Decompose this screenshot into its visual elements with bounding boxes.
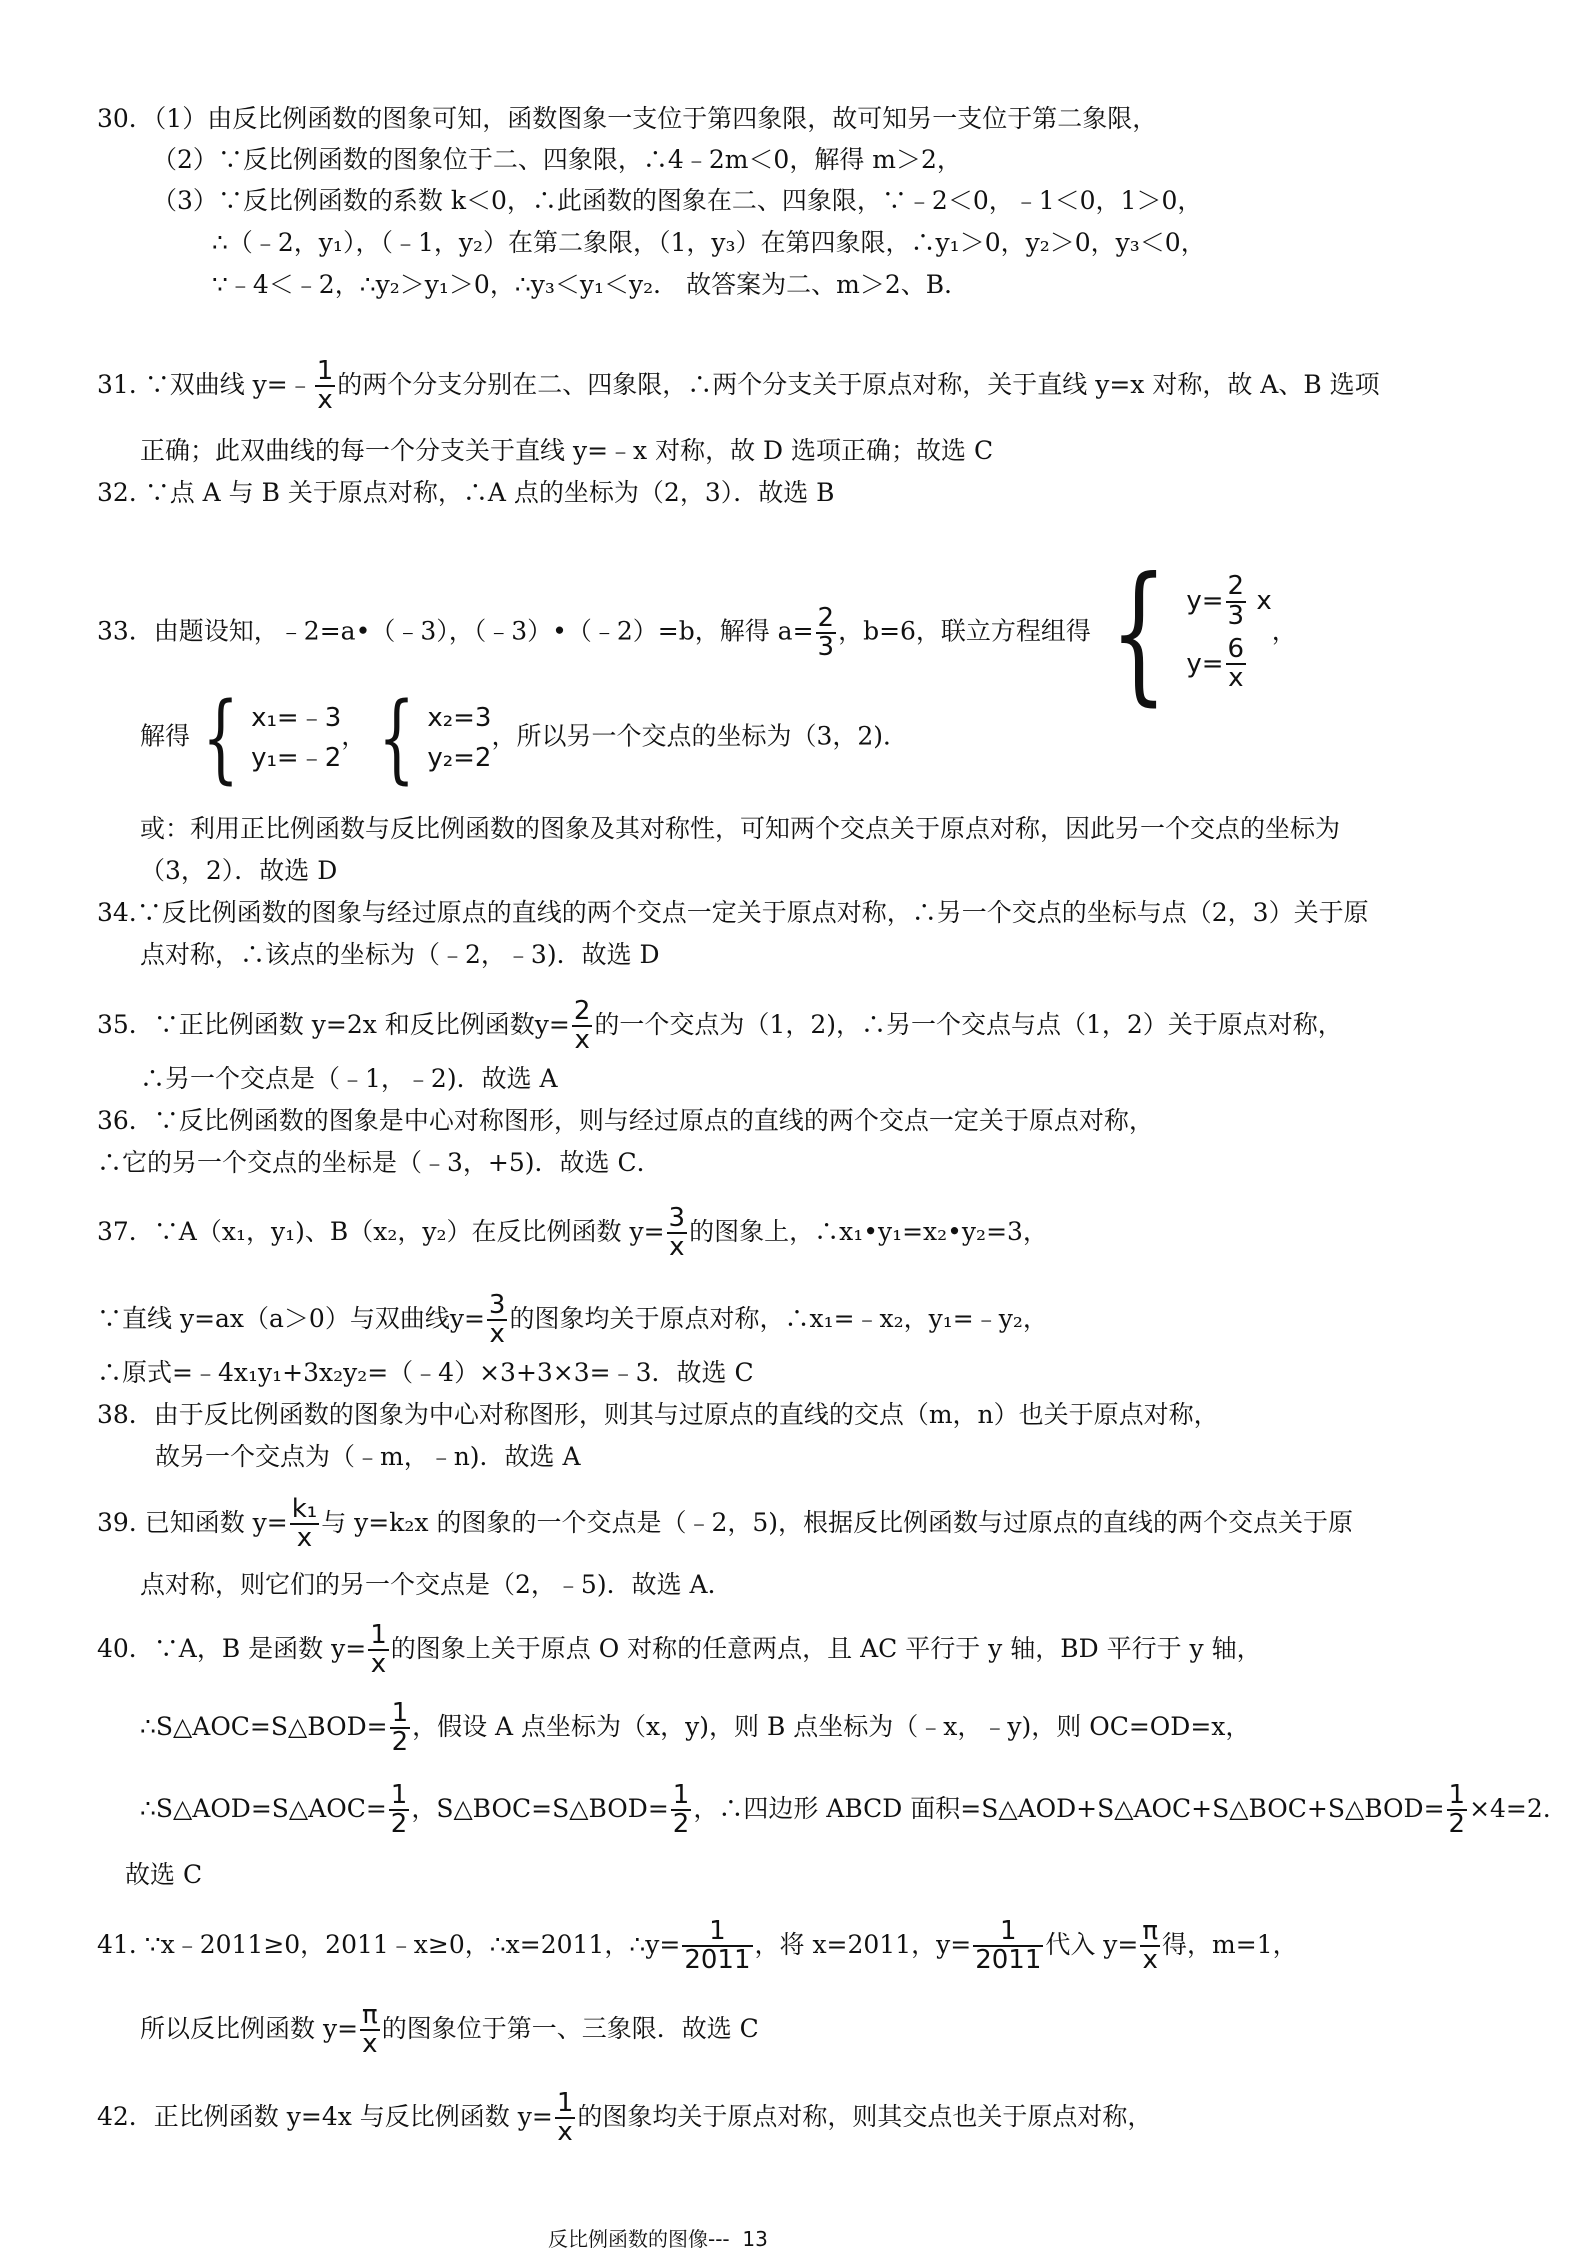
answer-37-line1: 37．∵A（x₁，y₁)、B（x₂，y₂）在反比例函数 y= $\frac{3}{x}$ 的图象上，∴x₁•y₁=x₂•y₂=3， — [97, 1203, 1048, 1263]
answer-40-line2: ∴S△AOC=S△BOD= $\frac{1}{2}$ ，假设 A 点坐标为（x，y)，则 B 点坐标为（﹣x，﹣y)，则 OC=OD=x， — [140, 1698, 1251, 1758]
solution-system-2: { x₂=3 y₂=2 — [378, 682, 492, 794]
solution-system-1: { x₁=﹣3 y₁=﹣2 — [202, 682, 342, 794]
answer-36-line2: ∴它的另一个交点的坐标是（﹣3，+5)．故选 C． — [97, 1148, 662, 1177]
answer-30-part1: 30．（1）由反比例函数的图象可知，函数图象一支位于第四象限，故可知另一支位于第二象限， — [97, 104, 1158, 133]
answer-40-line3: ∴S△AOD=S△AOC= $\frac{1}{2}$ ，S△BOC=S△BOD= $\frac{1}{2}$ ，∴四边形 ABCD 面积=S△AOD+S△AOC+S△BOC+S△BOD= $\frac{1}{2}$ ×4=2. — [140, 1780, 1551, 1840]
fraction-1-over-x: $\frac{1}{x}$ — [316, 356, 334, 416]
page-footer — [548, 2223, 768, 2252]
fraction-2-over-3: $\frac{2}{3}$ — [817, 602, 835, 662]
answer-34-line2: 点对称，∴该点的坐标为（﹣2，﹣3)．故选 D — [140, 940, 660, 969]
answer-39-line1: 39. 已知函数 y= $\frac{\text{k₁}}{x}$ 与 y=k₂x 的图象的一个交点是（﹣2，5)，根据反比例函数与过原点的直线的两个交点关于原 — [97, 1494, 1354, 1554]
fraction-1-over-2011: $\frac{1}{2011}$ — [684, 1916, 751, 1976]
answer-41-line2: 所以反比例函数 y= $\frac{\pi}{x}$ 的图象位于第一、三象限．故选 C — [140, 2000, 759, 2060]
fraction-1-over-2: $\frac{1}{2}$ — [391, 1698, 409, 1758]
answer-42-line1: 42．正比例函数 y=4x 与反比例函数 y= $\frac{1}{x}$ 的图象均关于原点对称，则其交点也关于原点对称， — [97, 2088, 1153, 2148]
fraction-2-over-x: $\frac{2}{x}$ — [573, 996, 591, 1056]
page-number: 13 — [742, 2227, 768, 2251]
fraction-3-over-x: $\frac{3}{x}$ — [668, 1203, 686, 1263]
answer-33-line3: 或：利用正比例函数与反比例函数的图象及其对称性，可知两个交点关于原点对称，因此另一个交点的坐标为 — [140, 814, 1341, 843]
fraction-3-over-x-2: $\frac{3}{x}$ — [488, 1290, 506, 1350]
answer-41-line1: 41. ∵x﹣2011≥0，2011﹣x≥0，∴x=2011，∴y= $\frac{1}{2011}$ ，将 x=2011，y= $\frac{1}{2011}$ 代入 y= $\frac{\pi}{x}$ 得，m=1， — [97, 1916, 1298, 1976]
answer-35-line1: 35．∵正比例函数 y=2x 和反比例函数y= $\frac{2}{x}$ 的一个交点为（1，2)，∴另一个交点与点（1，2）关于原点对称， — [97, 996, 1343, 1056]
answer-38-line2: 故另一个交点为（﹣m，﹣n)．故选 A — [155, 1442, 581, 1471]
answer-34-line1: 34.∵反比例函数的图象与经过原点的直线的两个交点一定关于原点对称，∴另一个交点的坐标与点（2，3）关于原 — [97, 898, 1369, 927]
answer-33-line2: 解得 { x₁=﹣3 y₁=﹣2 ， { x₂=3 y₂=2 ，所以另一个交点的坐标为（3，2)． — [140, 682, 909, 794]
answer-36-line1: 36．∵反比例函数的图象是中心对称图形，则与经过原点的直线的两个交点一定关于原点对称， — [97, 1106, 1154, 1135]
answer-30-part3: （3）∵反比例函数的系数 k＜0，∴此函数的图象在二、四象限，∵﹣2＜0，﹣1＜0，1＞0， — [152, 186, 1203, 215]
answer-37-line2: ∵直线 y=ax（a＞0）与双曲线y= $\frac{3}{x}$ 的图象均关于原点对称，∴x₁=﹣x₂，y₁=﹣y₂， — [97, 1290, 1048, 1350]
answer-33-line4: （3，2）．故选 D — [140, 856, 338, 885]
answer-31-line1: 31. ∵双曲线 y=﹣ $\frac{1}{x}$ 的两个分支分别在二、四象限，∴两个分支关于原点对称，关于直线 y=x 对称，故 A、B 选项 — [97, 356, 1380, 416]
answer-40-line1: 40．∵A，B 是函数 y= $\frac{1}{x}$ 的图象上关于原点 O 对称的任意两点，且 AC 平行于 y 轴，BD 平行于 y 轴， — [97, 1620, 1262, 1680]
answer-33-line1: 33．由题设知，﹣2=a•（﹣3），（﹣3）•（﹣2）=b，解得 a= $\frac{2}{3}$ ，b=6，联立方程组得 { y= $\frac{2}{3}$ x y= $\frac{6}{x}$ ， — [97, 546, 1297, 720]
answer-30-part3-line3: ∵﹣4＜﹣2，∴y₂＞y₁＞0，∴y₃＜y₁＜y₂． 故答案为二、m＞2、B． — [212, 270, 970, 299]
answer-40-line4: 故选 C — [125, 1860, 203, 1889]
footer-title: 反比例函数的图像--- — [548, 2227, 730, 2251]
answer-30-part3-line2: ∴（﹣2，y₁），（﹣1，y₂）在第二象限，（1，y₃）在第四象限，∴y₁＞0，y₂＞0，y₃＜0， — [212, 228, 1206, 257]
answer-31-line2: 正确；此双曲线的每一个分支关于直线 y=﹣x 对称，故 D 选项正确；故选 C — [140, 436, 994, 465]
answer-32: 32. ∵点 A 与 B 关于原点对称，∴A 点的坐标为（2，3）．故选 B — [97, 478, 835, 507]
equation-system-1: { y= $\frac{2}{3}$ x y= $\frac{6}{x}$ — [1110, 546, 1272, 720]
fraction-pi-over-x: $\frac{\pi}{x}$ — [1142, 1916, 1159, 1976]
fraction-1-over-x-2: $\frac{1}{x}$ — [370, 1620, 387, 1680]
answer-35-line2: ∴另一个交点是（﹣1，﹣2)．故选 A — [140, 1064, 558, 1093]
fraction-k1-over-x: $\frac{\text{k₁}}{x}$ — [291, 1494, 318, 1554]
answer-38-line1: 38．由于反比例函数的图象为中心对称图形，则其与过原点的直线的交点（m，n）也关于原点对称， — [97, 1400, 1219, 1429]
answer-37-line3: ∴原式=﹣4x₁y₁+3x₂y₂=（﹣4）×3+3×3=﹣3．故选 C — [97, 1358, 754, 1387]
answer-39-line2: 点对称，则它们的另一个交点是（2，﹣5)．故选 A． — [140, 1570, 733, 1599]
answer-30-part2: （2）∵反比例函数的图象位于二、四象限，∴4﹣2m＜0，解得 m＞2， — [152, 145, 962, 174]
